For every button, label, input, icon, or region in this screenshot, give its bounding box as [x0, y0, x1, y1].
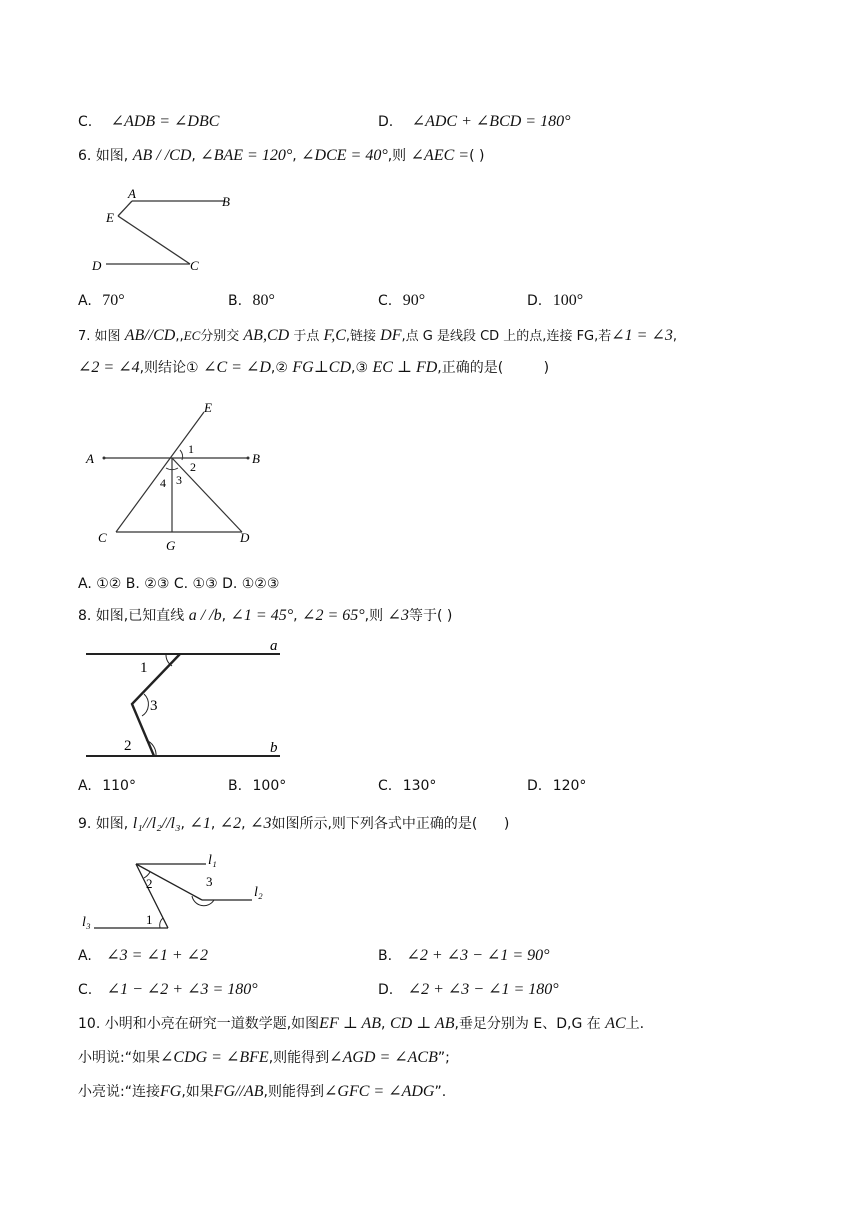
option-text: ∠ADC + ∠BCD = 180° — [411, 113, 571, 130]
formula: F,C — [323, 327, 346, 344]
angle-3-label: 3 — [206, 874, 213, 889]
text: ,则 — [387, 148, 407, 164]
q5-option-d — [378, 112, 571, 132]
formula: EC ⊥ FD — [372, 359, 438, 376]
label-a: A — [86, 451, 94, 466]
formula: ∠AGD = ∠ACB — [329, 1049, 438, 1066]
formula: ∠1 = ∠3 — [611, 327, 673, 344]
text: 分别交 — [200, 329, 240, 344]
label-l2: l₂ — [254, 885, 263, 900]
text: , — [210, 816, 216, 832]
option-label: C. — [78, 114, 93, 130]
angle-3-label: 3 — [176, 473, 182, 487]
q9-stem — [78, 814, 509, 834]
text: ,则结论① — [139, 360, 199, 376]
option-text: 70° — [102, 292, 125, 309]
q9-figure — [80, 850, 280, 934]
q9-option-c — [78, 980, 258, 1000]
option-text: ∠ADB = ∠DBC — [110, 113, 220, 130]
formula: CD ⊥ AB — [389, 1015, 455, 1032]
angle-arc — [160, 918, 163, 928]
angle-1-label: 1 — [188, 442, 194, 456]
q6-option-a — [78, 291, 125, 311]
q9-option-b — [378, 946, 550, 966]
text: , — [672, 329, 678, 344]
label-d: D — [92, 258, 102, 273]
angle-3-label: 3 — [150, 698, 158, 714]
text: 6. 如图, — [78, 148, 129, 164]
formula: ∠2 — [219, 815, 242, 832]
formula: ∠2 = 65° — [302, 607, 365, 624]
segment-ae — [118, 201, 132, 216]
text: ( ) — [469, 148, 485, 164]
option-label: C. — [378, 293, 393, 309]
q5-option-c — [78, 112, 219, 132]
text: ,② — [270, 360, 288, 376]
formula: AB,CD — [243, 327, 290, 344]
formula: ∠CDG = ∠BFE — [159, 1049, 269, 1066]
option-label: D. — [527, 778, 543, 794]
text: ) — [503, 816, 510, 832]
formula: ∠1 — [189, 815, 211, 832]
text: ”; — [437, 1050, 450, 1066]
text: ,点 G 是线段 CD 上的点,连接 FG,若 — [401, 329, 612, 344]
angle-2-label: 2 — [124, 738, 132, 754]
text: , — [293, 608, 298, 624]
q9-option-a — [78, 946, 208, 966]
label-b: b — [270, 740, 278, 756]
label-e: E — [106, 210, 114, 225]
formula: ∠DCE = 40° — [301, 147, 388, 164]
q9-option-d — [378, 980, 559, 1000]
label-a: A — [128, 186, 136, 201]
formula: FG⊥CD — [292, 359, 351, 376]
text: ,链接 — [345, 329, 377, 344]
q8-option-c — [378, 776, 436, 796]
formula: ∠3 — [250, 815, 272, 832]
q6-option-b — [228, 291, 275, 311]
angle-1-label: 1 — [146, 912, 153, 927]
angle-1-label: 1 — [140, 660, 148, 676]
label-c: C — [190, 258, 199, 273]
text: , — [381, 1016, 386, 1032]
formula: ∠GFC = ∠ADG — [323, 1083, 435, 1100]
option-label: C. — [378, 778, 393, 794]
formula: DF — [380, 327, 402, 344]
option-text: 110° — [102, 778, 136, 794]
text: 小亮说:“连接 — [78, 1084, 160, 1100]
label-g: G — [166, 538, 176, 553]
text: 9. 如图, — [78, 816, 129, 832]
angle-arc — [142, 694, 148, 716]
formula: ∠2 = ∠4 — [78, 359, 140, 376]
text: 等于( ) — [408, 608, 453, 624]
text: ”. — [434, 1084, 447, 1100]
segment-fd — [172, 458, 242, 532]
q8-option-d — [527, 776, 586, 796]
option-label: A. — [78, 778, 92, 794]
q7-options: A. ①② B. ②③ C. ①③ D. ①②③ — [78, 576, 280, 592]
text: ,则能得到 — [263, 1084, 324, 1100]
q10-xiaoliang — [78, 1082, 446, 1102]
option-text: ∠2 + ∠3 − ∠1 = 180° — [407, 981, 559, 998]
q8-option-a — [78, 776, 136, 796]
formula: AC — [605, 1015, 626, 1032]
option-text: 130° — [402, 778, 437, 794]
text: 于点 — [293, 329, 320, 344]
formula: FG — [159, 1083, 182, 1100]
formula: EF ⊥ AB — [319, 1015, 382, 1032]
label-l1: l₁ — [208, 853, 217, 868]
text: ,, — [175, 329, 184, 344]
formula: AB//CD — [124, 327, 176, 344]
option-label: D. — [378, 982, 394, 998]
q6-option-d — [527, 291, 583, 311]
formula: ∠3 — [387, 607, 409, 624]
option-label: A. — [78, 293, 92, 309]
option-text: ∠2 + ∠3 − ∠1 = 90° — [406, 947, 550, 964]
option-text: 80° — [252, 292, 275, 309]
formula: a / /b — [188, 607, 222, 624]
label-d: D — [240, 530, 250, 545]
segment-ec — [118, 216, 190, 264]
text: ,正确的是( — [437, 360, 504, 376]
text: ,则能得到 — [268, 1050, 330, 1066]
q6-stem — [78, 146, 484, 166]
text: 7. 如图 — [78, 329, 121, 344]
text: 8. 如图,已知直线 — [78, 608, 185, 624]
option-text: 120° — [552, 778, 587, 794]
text: , — [241, 816, 246, 832]
option-text: ∠3 = ∠1 + ∠2 — [106, 947, 209, 964]
q8-figure — [84, 636, 284, 762]
formula: AB / /CD — [132, 147, 192, 164]
option-label: B. — [378, 948, 393, 964]
label-b: B — [252, 451, 260, 466]
option-text: ∠1 − ∠2 + ∠3 = 180° — [106, 981, 258, 998]
q6-option-c — [378, 291, 425, 311]
option-text: 100° — [552, 292, 584, 309]
angle-2-label: 2 — [190, 460, 196, 474]
option-text: 100° — [252, 778, 287, 794]
option-label: B. — [228, 293, 243, 309]
formula: ∠AEC = — [410, 147, 470, 164]
text: ,垂足分别为 E、D,G 在 — [454, 1016, 601, 1032]
label-l3: l₃ — [82, 915, 91, 930]
option-label: C. — [78, 982, 93, 998]
label-b: B — [222, 194, 230, 209]
q6-figure — [88, 186, 248, 276]
formula: ∠C = ∠D — [203, 359, 271, 376]
option-label: A. — [78, 948, 92, 964]
option-text: 90° — [402, 292, 426, 309]
text: 10. 小明和小亮在研究一道数学题,如图 — [78, 1016, 320, 1032]
formula: ∠BAE = 120° — [200, 147, 293, 164]
angle-2-label: 2 — [146, 876, 153, 891]
text: , — [180, 816, 185, 832]
text: 上. — [625, 1016, 645, 1032]
text: , — [292, 148, 297, 164]
formula: ∠1 = 45° — [230, 607, 294, 624]
angle-4-label: 4 — [160, 476, 166, 490]
point-b — [247, 457, 250, 460]
text: 小明说:“如果 — [78, 1050, 160, 1066]
text: ) — [543, 360, 550, 376]
q10-xiaoming — [78, 1048, 450, 1068]
q8-option-b — [228, 776, 286, 796]
formula: l₁//l₂//l₃ — [132, 815, 181, 832]
q7-stem-line1 — [78, 326, 677, 347]
option-label: B. — [228, 778, 243, 794]
label-e: E — [204, 400, 212, 415]
formula: FG//AB — [213, 1083, 264, 1100]
option-label: D. — [527, 293, 543, 309]
text: ,③ — [351, 360, 369, 376]
text: ,则 — [364, 608, 384, 624]
option-label: D. — [378, 114, 394, 130]
text: ,如果 — [181, 1084, 214, 1100]
q10-stem — [78, 1014, 644, 1034]
text: , — [191, 148, 196, 164]
point-a — [103, 457, 106, 460]
text: 如图所示,则下列各式中正确的是( — [271, 816, 478, 832]
angle-arc — [192, 896, 214, 906]
label-c: C — [98, 530, 107, 545]
formula: EC — [183, 328, 201, 343]
q7-figure — [82, 398, 272, 556]
text: , — [221, 608, 227, 624]
q8-stem — [78, 606, 452, 626]
q7-stem-line2 — [78, 358, 549, 378]
label-a: a — [270, 638, 278, 654]
